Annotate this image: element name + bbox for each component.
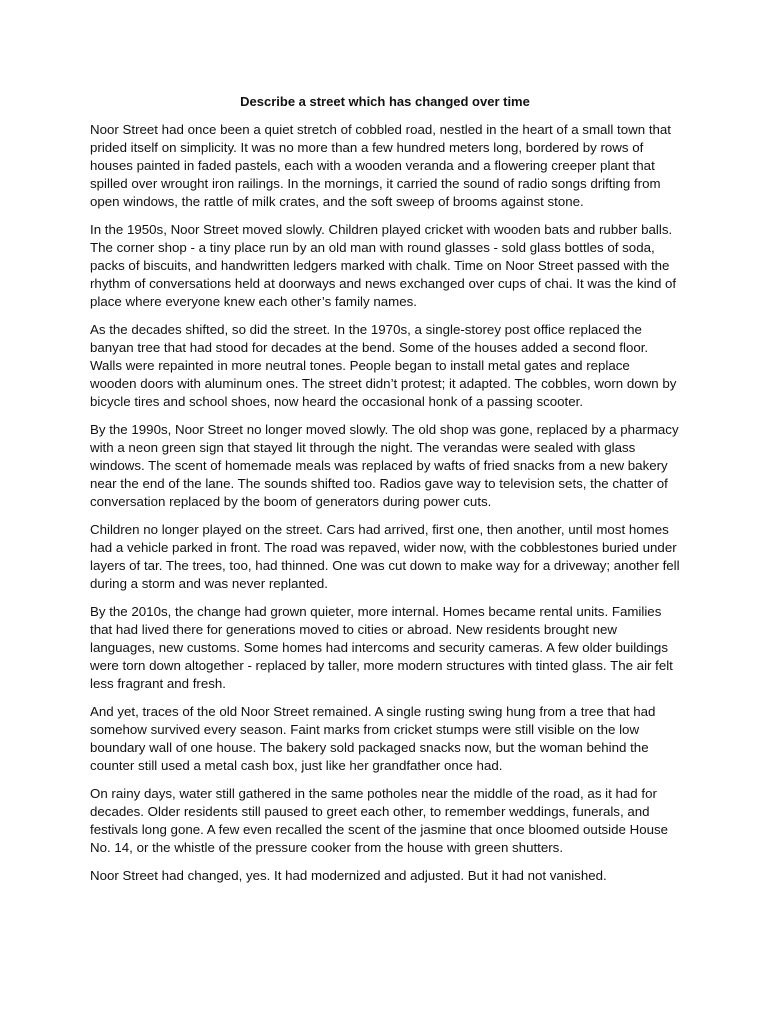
paragraph-2: In the 1950s, Noor Street moved slowly. Children played cricket with wooden bats and rubber balls. The corner shop - a tiny place run by an old man with round glasses - sold glass bottles of soda, packs of biscuits, and handwritten ledgers marked with chalk. Time on Noor Street passed with the rhythm of conversations held at doorways and news exchanged over cups of chai. It was the kind of place where everyone knew each other’s family names. (90, 222, 677, 309)
paragraph-6: By the 2010s, the change had grown quieter, more internal. Homes became rental units. Families that had lived there for generations moved to cities or abroad. New residents brought new languages, new customs. Some homes had intercoms and security cameras. A few older buildings were torn down altogether - replaced by taller, more modern structures with tinted glass. The air felt less fragrant and fresh. (90, 604, 673, 691)
paragraph-1: Noor Street had once been a quiet stretch of cobbled road, nestled in the heart of a small town that prided itself on simplicity. It was no more than a few hundred meters long, bordered by rows of houses painted in faded pastels, each with a wooden veranda and a flowering creeper plant that spilled over wrought iron railings. In the mornings, it carried the sound of radio songs drifting from open windows, the rattle of milk crates, and the soft sweep of brooms against stone. (90, 122, 671, 209)
paragraph-5: Children no longer played on the street. Cars had arrived, first one, then another, until most homes had a vehicle parked in front. The road was repaved, wider now, with the cobblestones buried under layers of tar. The trees, too, had thinned. One was cut down to make way for a driveway; another fell during a storm and was never replanted. (90, 522, 680, 591)
paragraph-8: On rainy days, water still gathered in the same potholes near the middle of the road, as it had for decades. Older residents still paused to greet each other, to remember weddings, funerals, and festivals long gone. A few even recalled the scent of the jasmine that once bloomed outside House No. 14, or the whistle of the pressure cooker from the house with green shutters. (90, 786, 669, 855)
paragraph-4: By the 1990s, Noor Street no longer moved slowly. The old shop was gone, replaced by a pharmacy with a neon green sign that stayed lit through the night. The verandas were sealed with glass windows. The scent of homemade meals was replaced by wafts of fried snacks from a new bakery near the end of the lane. The sounds shifted too. Radios gave way to television sets, the chatter of conversation replaced by the boom of generators during power cuts. (90, 422, 679, 509)
document-title: Describe a street which has changed over time (240, 94, 530, 109)
paragraph-3: As the decades shifted, so did the street. In the 1970s, a single-storey post office replaced the banyan tree that had stood for decades at the bend. Some of the houses added a second floor. Walls were repainted in more neutral tones. People began to install metal gates and replace wooden doors with aluminum ones. The street didn’t protest; it adapted. The cobbles, worn down by bicycle tires and school shoes, now heard the occasional honk of a passing scooter. (90, 322, 677, 409)
paragraph-9: Noor Street had changed, yes. It had modernized and adjusted. But it had not vanished. (90, 868, 607, 883)
document-page (90, 93, 680, 895)
paragraph-7: And yet, traces of the old Noor Street remained. A single rusting swing hung from a tree that had somehow survived every season. Faint marks from cricket stumps were still visible on the low boundary wall of one house. The bakery sold packaged snacks now, but the woman behind the counter still used a metal cash box, just like her grandfather once had. (90, 704, 656, 773)
